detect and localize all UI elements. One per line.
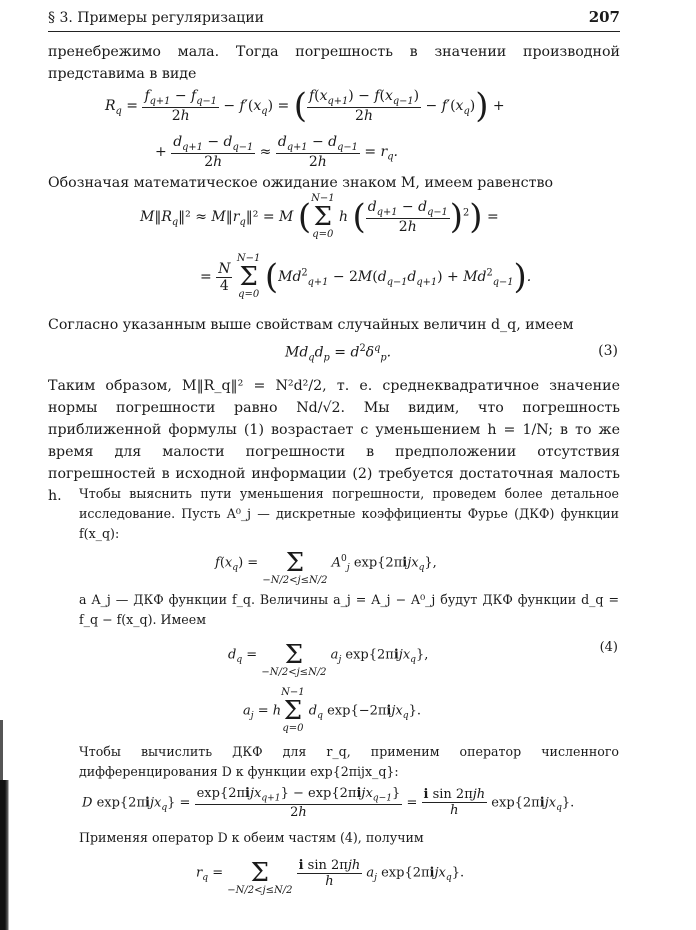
eq-D-body: D exp{2πijx$_q$} = $\frac{\exp\{2\pi ijx_{q+1}\} - \exp\{2\pi ijx_{q-1}\}}{2h}$ = $\frac{\text{i sin 2πjh}}{h}$ exp{2πijx$_q$}. xyxy=(82,786,575,820)
small1-text: Чтобы выяснить пути уменьшения погрешности, проведем более детальное исследование. Пусть A⁰_j — дискретные коэффициенты Фурье (ДКФ) функции f(x_q): xyxy=(79,486,619,541)
small2-text: а A_j — ДКФ функции f_q. Величины a_j = A_j − A⁰_j будут ДКФ функции d_q = f_q − f(x_q). Имеем xyxy=(79,592,619,627)
eq3-number: (3) xyxy=(598,343,618,359)
small-paragraph-3 xyxy=(79,742,619,782)
eq4-line1: $d_q$ = Σ −N/2<j≤N/2 $a_j$ exp{2πijx$_q$}, xyxy=(228,640,429,678)
eq4-line2: $a_j = h$ N−1 Σ q=0 $d_q$ exp{−2πijx$_q$}. xyxy=(243,687,421,734)
para3-text: Согласно указанным выше свойствам случайных величин d_q, имеем xyxy=(48,317,574,333)
equation-4 xyxy=(0,632,696,742)
equation-M xyxy=(0,194,696,309)
eq-Rq-line2: + $\frac{d_{q+1} - d_{q-1}}{2h}$ ≈ $\frac{d_{q+1} - d_{q-1}}{2h}$ = $r_q$. xyxy=(155,134,398,170)
equation-Rq xyxy=(0,86,696,176)
eq-Rq-line1: $R_q$ = $\frac{f_{q+1} - f_{q-1}}{2h}$ − $f'(x_q)$ = ( $\frac{f(x_{q+1}) - f(x_{q-1})}{2h}$ − $f'(x_q)$) + xyxy=(105,86,505,126)
equation-rq xyxy=(0,850,696,900)
header-rule xyxy=(48,31,620,32)
eq-M-line1: $M‖R_q‖^2$ ≈ $M‖r_q‖^2 = M$ ( N−1 Σ q=0 h ( $\frac{d_{q+1} - d_{q-1}}{2h}$ )$^2$) = xyxy=(140,193,499,240)
page-number: 207 xyxy=(588,8,620,26)
eq-f-body: $f(x_q)$ = Σ −N/2<j≤N/2 $A^0_j$ exp{2πijx$_q$}, xyxy=(215,548,437,586)
small-paragraph-2 xyxy=(79,590,619,630)
para4-text: Таким образом, M‖R_q‖² = N²d²/2, т. е. среднеквадратичное значение нормы погрешности равно Nd/√2. Мы видим, что погрешность приближенной формулы (1) возрастает с уменьшением h = 1/N; в то же время для малости погрешности в предположении отсутствия погрешностей в исходной информации (2) требуется достаточная малость h. xyxy=(48,378,620,504)
page-header xyxy=(48,8,620,32)
paragraph-3 xyxy=(48,314,620,336)
eq3-body: $Md_qd_p = d^2\delta^q_p$. xyxy=(285,343,392,364)
small3-text: Чтобы вычислить ДКФ для r_q, применим оператор численного дифференцирования D к функции exp{2πijx_q}: xyxy=(79,744,619,779)
eq4-number: (4) xyxy=(599,640,618,655)
para2-text: Обозначая математическое ожидание знаком M, имеем равенство xyxy=(48,175,553,191)
running-title: § 3. Примеры регуляризации xyxy=(48,10,264,26)
paragraph-1 xyxy=(48,41,620,85)
equation-f xyxy=(0,540,696,590)
small4-text: Применяя оператор D к обеим частям (4), получим xyxy=(79,830,424,845)
equation-D xyxy=(0,786,696,826)
paragraph-2 xyxy=(48,172,620,194)
eq-M-line2: = $\frac{N}{4}$ N−1 Σ q=0 $(Md^2_{q+1} - 2M(d_{q-1}d_{q+1}) + Md^2_{q-1})$. xyxy=(200,253,532,300)
small-paragraph-1 xyxy=(79,484,619,544)
eq-rq-body: $r_q$ = Σ −N/2<j≤N/2 $\frac{\text{i sin 2πjh}}{h}$ $a_j$ exp{2πijx$_q$}. xyxy=(196,857,465,896)
equation-3 xyxy=(0,343,696,367)
para1-text: пренебрежимо мала. Тогда погрешность в значении производной представима в виде xyxy=(48,44,620,82)
small-paragraph-4 xyxy=(79,828,619,848)
